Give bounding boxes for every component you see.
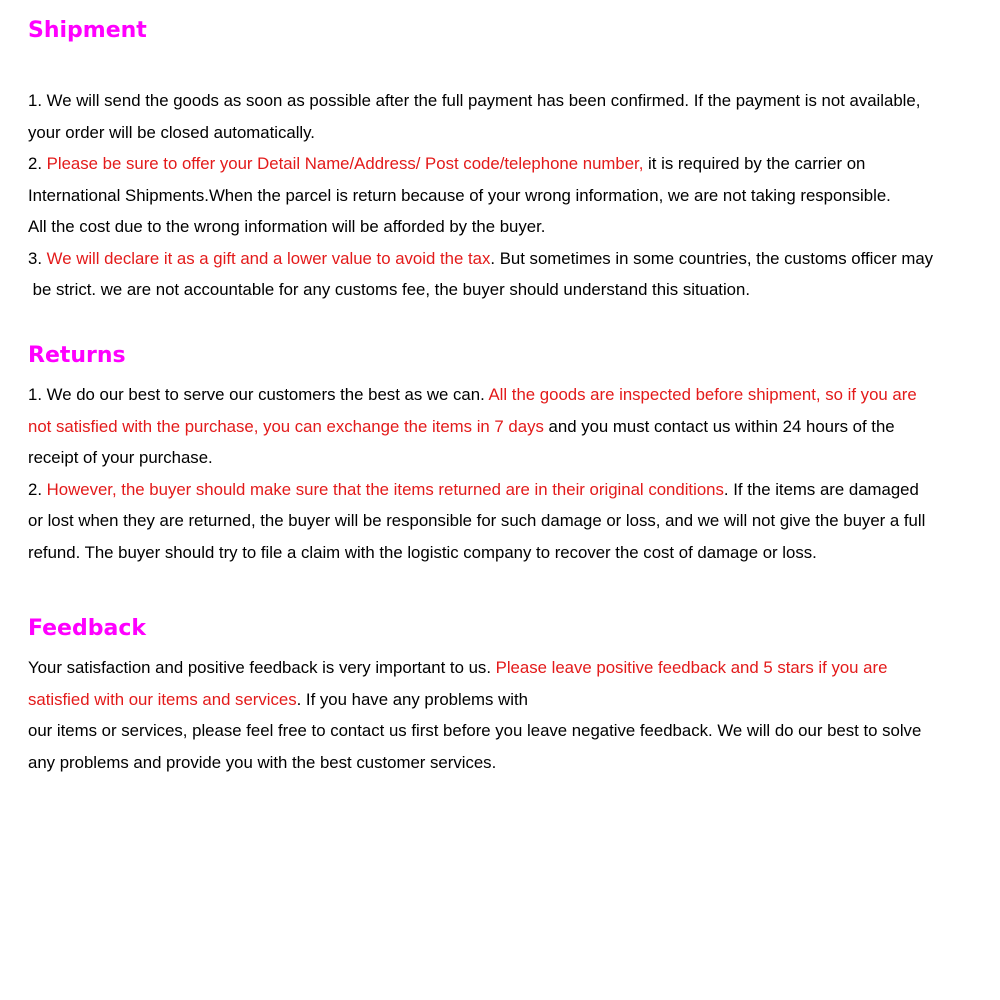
returns-heading: Returns [28, 343, 126, 368]
text-line: All the cost due to the wrong information will be afforded by the buyer. [28, 217, 546, 236]
text-line: or lost when they are returned, the buyer will be responsible for such damage or loss, and we will not give the buyer a full [28, 511, 926, 530]
text-line: 3. We will declare it as a gift and a lower value to avoid the tax. But sometimes in some countries, the customs officer may [28, 249, 934, 268]
text-line: not satisfied with the purchase, you can exchange the items in 7 days and you must contact us within 24 hours of the [28, 417, 895, 436]
text-line: any problems and provide you with the best customer services. [28, 753, 497, 772]
text-line: receipt of your purchase. [28, 448, 213, 467]
feedback-heading: Feedback [28, 616, 146, 641]
text-line: our items or services, please feel free to contact us first before you leave negative feedback. We will do our best to solve [28, 721, 922, 740]
text-line: satisfied with our items and services. If you have any problems with [28, 690, 528, 709]
text-line: 1. We do our best to serve our customers the best as we can. All the goods are inspected before shipment, so if you are [28, 385, 917, 404]
text-line: International Shipments.When the parcel is return because of your wrong information, we are not taking responsible. [28, 186, 891, 205]
text-line: 1. We will send the goods as soon as possible after the full payment has been confirmed. If the payment is not available, [28, 91, 921, 110]
text-line: Your satisfaction and positive feedback is very important to us. Please leave positive feedback and 5 stars if you are [28, 658, 888, 677]
shipment-heading: Shipment [28, 18, 147, 43]
text-line: be strict. we are not accountable for any customs fee, the buyer should understand this situation. [28, 280, 751, 299]
text-line: your order will be closed automatically. [28, 123, 315, 142]
text-line: refund. The buyer should try to file a claim with the logistic company to recover the cost of damage or loss. [28, 543, 817, 562]
text-line: 2. However, the buyer should make sure that the items returned are in their original conditions. If the items are damaged [28, 480, 919, 499]
text-line: 2. Please be sure to offer your Detail Name/Address/ Post code/telephone number, it is required by the carrier on [28, 154, 866, 173]
